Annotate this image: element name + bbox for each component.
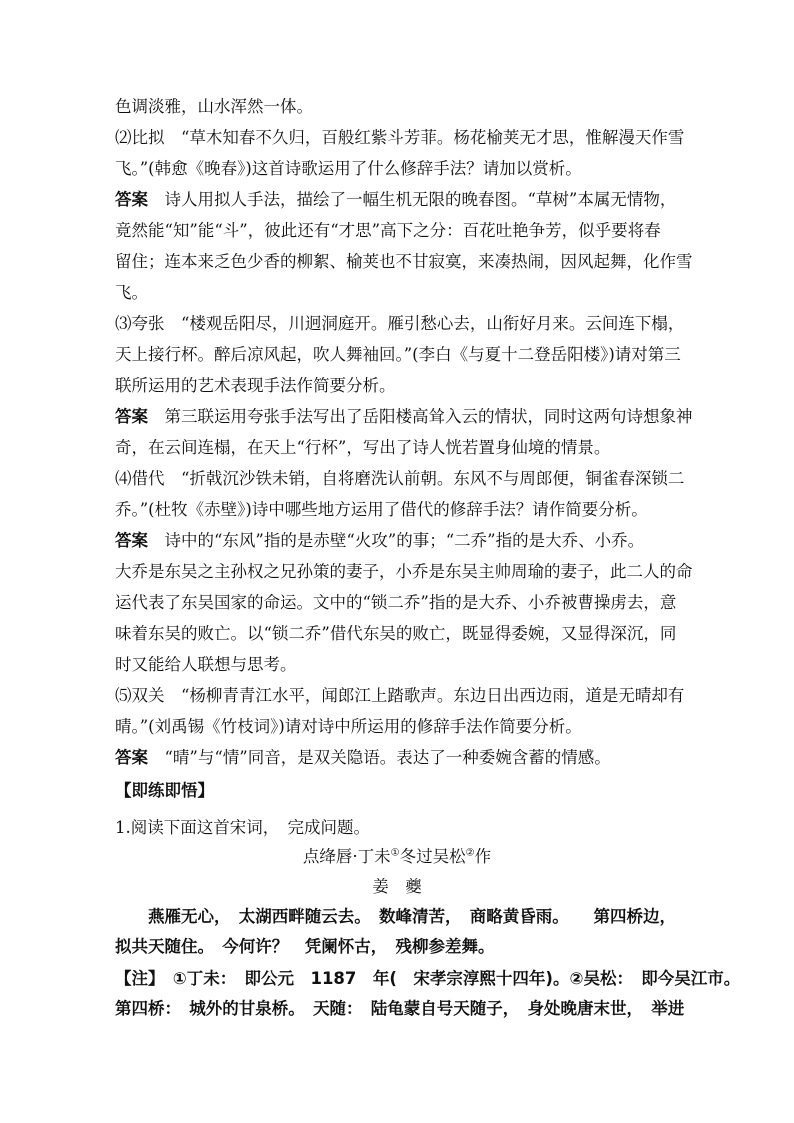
poem-title — [0, 846, 794, 868]
line-text: 色调淡雅，山水浑然一体。 — [115, 97, 313, 116]
text-line — [115, 406, 693, 428]
line-text: 味着东吴的败亡。以“锁二乔”借代东吴的败亡，既显得委婉，又显得深沉，同 — [115, 624, 677, 643]
text-line — [115, 654, 297, 676]
text-line — [115, 220, 661, 242]
line-text: 奇，在云间连榻，在天上“行杯”，写出了诗人恍若置身仙境的情景。 — [115, 438, 611, 457]
text-line — [115, 344, 681, 366]
line-text: ⑸双关 “杨柳青青江水平，闻郎江上踏歌声。东边日出西边雨，道是无晴却有 — [115, 686, 685, 705]
line-text: ⑷借代 “折戟沉沙铁未销，自将磨洗认前朝。东风不与周郎便，铜雀春深锁二 — [115, 469, 685, 488]
footnote-marker: ① — [390, 847, 400, 859]
text-line — [115, 313, 684, 335]
line-text: 晴。”(刘禹锡《竹枝词》)请对诗中所运用的修辞手法作简要分析。 — [115, 717, 582, 736]
question-prompt: 1.阅读下面这首宋词， 完成问题。 — [115, 818, 370, 837]
notes-text: ①丁未： 即公元 1187 年( 宋孝宗淳熙十四年)。②吴松： 即今吴江市。 — [156, 969, 741, 988]
notes-label: 【注】 — [115, 969, 157, 988]
notes-line: 第四桥： 城外的甘泉桥。 天随： 陆龟蒙自号天随子， 身处晚唐末世， 举进 — [115, 999, 685, 1018]
poem-line: 燕雁无心， 太湖西畔随云去。 数峰清苦， 商略黄昏雨。 第四桥边， — [115, 907, 676, 926]
line-text: 联所运用的艺术表现手法作简要分析。 — [115, 376, 396, 395]
answer-label: 答案 — [115, 748, 148, 767]
poem-title-part: 点绛唇·丁未 — [302, 847, 391, 866]
text-line — [115, 468, 684, 490]
text-line — [115, 375, 396, 397]
text-line — [115, 685, 684, 707]
line-text: 飞。 — [115, 283, 148, 302]
line-text: ⑶夸张 “楼观岳阳尽，川迥洞庭开。雁引愁心去，山衔好月来。云间连下榻， — [115, 314, 685, 333]
line-text: 留住；连本来乏色少香的柳絮、榆荚也不甘寂寞，来凑热闹，因风起舞，化作雪 — [115, 252, 693, 271]
line-text: 大乔是东吴之主孙权之兄孙策的妻子，小乔是东吴主帅周瑜的妻子，此二人的命 — [115, 562, 693, 581]
line-text: 时又能给人联想与思考。 — [115, 655, 297, 674]
line-text: 第三联运用夸张手法写出了岳阳楼高耸入云的情状，同时这两句诗想象神 — [148, 407, 693, 426]
line-text: 飞。”(韩愈《晚春》)这首诗歌运用了什么修辞手法？请加以赏析。 — [115, 159, 582, 178]
text-line — [115, 623, 676, 645]
text-line — [115, 127, 684, 149]
section-heading: 【即练即悟】 — [115, 781, 214, 800]
answer-label: 答案 — [115, 531, 148, 550]
text-line — [115, 282, 148, 304]
answer-label: 答案 — [115, 190, 148, 209]
footnote-marker: ② — [465, 847, 475, 859]
line-text: 诗人用拟人手法，描绘了一幅生机无限的晚春图。“草树”本属无情物， — [148, 190, 677, 209]
text-line — [115, 251, 693, 273]
line-text: ⑵比拟 “草木知春不久归，百般红紫斗芳菲。杨花榆荚无才思，惟解漫天作雪 — [115, 128, 685, 147]
text-line — [115, 437, 610, 459]
line-text: 诗中的“东风”指的是赤壁“火攻”的事；“二乔”指的是大乔、小乔。 — [148, 531, 645, 550]
text-line — [115, 499, 648, 521]
poem-author: 姜 夔 — [372, 877, 422, 896]
text-line — [115, 716, 582, 738]
notes-line — [115, 968, 740, 990]
line-text: 竟然能“知”能“斗”，彼此还有“才思”高下之分：百花吐艳争芳，似乎要将春 — [115, 221, 661, 240]
poem-line: 拟共天随住。 今何许？ 凭阑怀古， 残柳参差舞。 — [115, 937, 495, 956]
poem-title-part: 作 — [474, 847, 492, 866]
text-line — [115, 561, 693, 583]
text-line — [115, 158, 582, 180]
poem-title-part: 冬过吴松 — [399, 847, 466, 866]
text-line — [115, 96, 313, 118]
text-line — [115, 530, 644, 552]
line-text: “晴”与“情”同音，是双关隐语。表达了一种委婉含蓄的情感。 — [148, 748, 611, 767]
line-text: 运代表了东吴国家的命运。文中的“锁二乔”指的是大乔、小乔被曹操虏去，意 — [115, 593, 677, 612]
line-text: 乔。”(杜牧《赤壁》)诗中哪些地方运用了借代的修辞手法？请作简要分析。 — [115, 500, 648, 519]
answer-label: 答案 — [115, 407, 148, 426]
text-line — [115, 747, 611, 769]
text-line — [115, 592, 676, 614]
text-line — [115, 189, 676, 211]
line-text: 天上接行杯。醉后凉风起，吹人舞袖回。”(李白《与夏十二登岳阳楼》)请对第三 — [115, 345, 681, 364]
